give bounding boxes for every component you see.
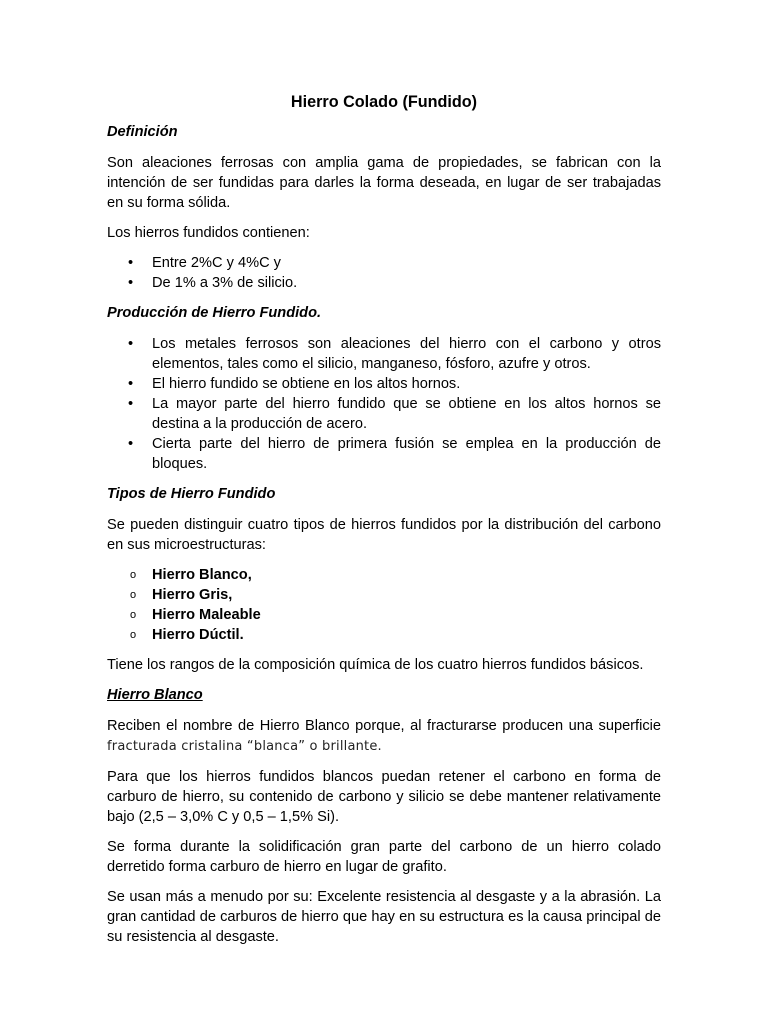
circle-bullet-icon: o	[130, 589, 137, 601]
paragraph-blanco-carbono: Para que los hierros fundidos blancos puedan retener el carbono en forma de carburo de hierro, su contenido de carbono y silicio se debe mantener relativamente bajo (2,5 – 3,0% C y 0,5 – 1,5% Si).	[107, 769, 661, 825]
list-item: • De 1% a 3% de silicio.	[128, 275, 298, 291]
list-tipos	[107, 565, 661, 645]
heading-produccion: Producción de Hierro Fundido.	[107, 305, 322, 321]
list-item: o Hierro Blanco,	[130, 567, 252, 583]
bullet-icon: •	[128, 436, 134, 452]
paragraph-tipos: Se pueden distinguir cuatro tipos de hierros fundidos por la distribución del carbono en sus microestructuras:	[107, 517, 661, 553]
list-produccion	[107, 334, 661, 474]
document-title: Hierro Colado (Fundido)	[290, 93, 478, 111]
circle-bullet-icon: o	[130, 629, 137, 641]
list-item: • Entre 2%C y 4%C y	[128, 255, 281, 271]
heading-tipos: Tipos de Hierro Fundido	[107, 486, 276, 502]
list-item: o Hierro Gris,	[130, 587, 233, 603]
paragraph-blanco-usos: Se usan más a menudo por su: Excelente resistencia al desgaste y a la abrasión. La gran cantidad de carburos de hierro que hay en su estructura es la causa principal de su resistencia al desgaste.	[107, 889, 661, 945]
document-page	[107, 91, 661, 957]
list-item: • Los metales ferrosos son aleaciones del hierro con el carbono y otros elementos, tales como el silicio, manganeso, fósforo, azufre y otros.	[128, 336, 661, 372]
heading-definicion: Definición	[107, 124, 178, 140]
heading-hierro-blanco: Hierro Blanco	[107, 687, 203, 703]
paragraph-blanco-solidificacion: Se forma durante la solidificación gran parte del carbono de un hierro colado derretido forma carburo de hierro en lugar de grafito.	[107, 839, 661, 875]
list-item: • La mayor parte del hierro fundido que se obtiene en los altos hornos se destina a la producción de acero.	[128, 396, 661, 432]
bullet-icon: •	[128, 376, 134, 392]
paragraph-blanco-nombre: Reciben el nombre de Hierro Blanco porque, al fracturarse producen una superficie fracturada cristalina “blanca” o brillante.	[107, 718, 661, 754]
list-item: • El hierro fundido se obtiene en los altos hornos.	[128, 376, 461, 392]
bullet-icon: •	[128, 275, 134, 291]
paragraph-rangos: Tiene los rangos de la composición química de los cuatro hierros fundidos básicos.	[107, 657, 644, 673]
list-item: • Cierta parte del hierro de primera fusión se emplea en la producción de bloques.	[128, 436, 661, 472]
list-item: o Hierro Maleable	[130, 607, 261, 623]
list-item: o Hierro Dúctil.	[130, 627, 244, 643]
list-composicion	[107, 253, 661, 293]
paragraph-definicion: Son aleaciones ferrosas con amplia gama de propiedades, se fabrican con la intención de ser fundidas para darles la forma deseada, en lugar de ser trabajadas en su forma sólida.	[107, 155, 661, 211]
bullet-icon: •	[128, 336, 134, 352]
circle-bullet-icon: o	[130, 609, 137, 621]
paragraph-contienen: Los hierros fundidos contienen:	[107, 225, 310, 241]
bullet-icon: •	[128, 396, 134, 412]
bullet-icon: •	[128, 255, 134, 271]
circle-bullet-icon: o	[130, 569, 137, 581]
